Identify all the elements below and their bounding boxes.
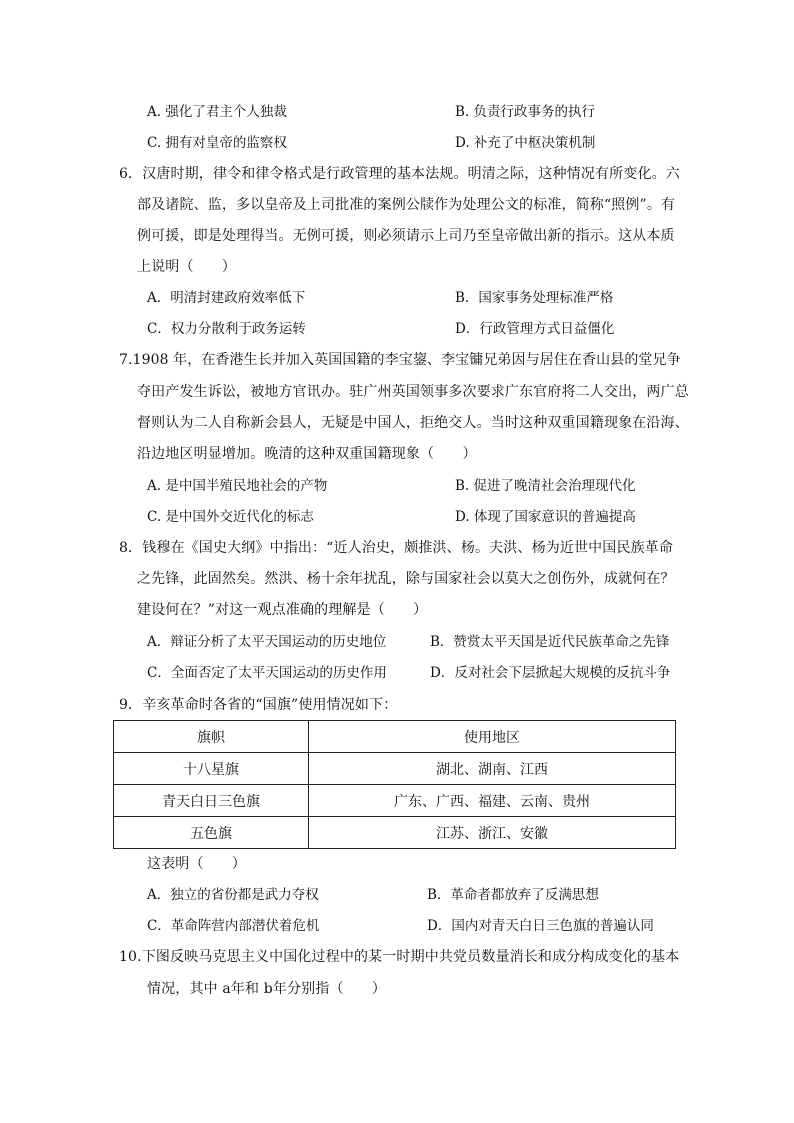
q8-option-a[interactable]: A．辩证分析了太平天国运动的历史地位 [147, 634, 387, 650]
table-cell-region: 江苏、浙江、安徽 [309, 817, 676, 849]
q9-option-c[interactable]: C．革命阵营内部潜伏着危机 [147, 918, 320, 934]
table-row [114, 817, 676, 849]
q5-option-d[interactable]: D. 补充了中枢决策机制 [455, 135, 596, 151]
q5-option-b[interactable]: B. 负责行政事务的执行 [455, 104, 596, 120]
q10-stem-line: 10.下图反映马克思主义中国化过程中的某一时期中共党员数量消长和成分构成变化的基本 [119, 949, 680, 965]
q7-stem-line: 7.1908 年，在香港生长并加入英国国籍的李宝鋆、李宝镛兄弟因与居住在香山县的堂兄争 [119, 352, 681, 368]
q7-stem-line: 督则认为二人自称新会县人，无疑是中国人，拒绝交人。当时这种双重国籍现象在沿海、 [137, 415, 689, 431]
q6-option-c[interactable]: C．权力分散利于政务运转 [147, 321, 306, 337]
q5-option-c[interactable]: C. 拥有对皇帝的监察权 [147, 135, 287, 151]
flag-usage-table [113, 720, 676, 849]
q9-option-a[interactable]: A．独立的省份都是武力夺权 [147, 887, 319, 903]
table-cell-flag: 十八星旗 [114, 753, 309, 785]
table-row [114, 753, 676, 785]
q6-stem-line: 6．汉唐时期，律令和律令格式是行政管理的基本法规。明清之际，这种情况有所变化。六 [119, 166, 680, 182]
q8-option-c[interactable]: C．全面否定了太平天国运动的历史作用 [147, 665, 387, 681]
table-header-region: 使用地区 [309, 721, 676, 753]
table-header-flag: 旗帜 [114, 721, 309, 753]
q9-stem: 9．辛亥革命时各省的“国旗”使用情况如下： [119, 697, 398, 713]
q6-stem-line: 部及诸院、监，多以皇帝及上司批准的案例公牍作为处理公文的标准，简称“照例”。有 [137, 197, 676, 213]
q6-option-b[interactable]: B．国家事务处理标准严格 [455, 290, 614, 306]
q7-option-a[interactable]: A. 是中国半殖民地社会的产物 [147, 478, 328, 494]
q10-stem-line: 情况，其中 a年和 b年分别指（ ） [147, 981, 387, 997]
q7-option-b[interactable]: B. 促进了晚清社会治理现代化 [455, 478, 636, 494]
table-header-row [114, 721, 676, 753]
q8-stem-line: 8．钱穆在《国史大纲》中指出：“近人治史，颇推洪、杨。夫洪、杨为近世中国民族革命 [119, 540, 674, 556]
table-cell-region: 广东、广西、福建、云南、贵州 [309, 785, 676, 817]
q7-stem-line: 沿边地区明显增加。晚清的这种双重国籍现象（ ） [137, 446, 477, 462]
q7-option-d[interactable]: D. 体现了国家意识的普遍提高 [455, 509, 636, 525]
q6-stem-line: 例可援，即是处理得当。无例可援，则必须请示上司乃至皇帝做出新的指示。这从本质 [137, 228, 675, 244]
q8-option-d[interactable]: D．反对社会下层掀起大规模的反抗斗争 [430, 665, 671, 681]
table-row [114, 785, 676, 817]
q5-option-a[interactable]: A. 强化了君主个人独裁 [147, 104, 287, 120]
q9-followup: 这表明（ ） [147, 856, 247, 872]
table-cell-flag: 青天白日三色旗 [114, 785, 309, 817]
q9-option-b[interactable]: B．革命者都放弃了反满思想 [427, 887, 599, 903]
q9-option-d[interactable]: D．国内对青天白日三色旗的普遍认同 [427, 918, 654, 934]
q8-stem-line: 建设何在？”对这一观点准确的理解是（ ） [137, 602, 428, 618]
q7-option-c[interactable]: C. 是中国外交近代化的标志 [147, 509, 314, 525]
q8-option-b[interactable]: B．赞赏太平天国是近代民族革命之先锋 [430, 634, 670, 650]
q6-option-d[interactable]: D．行政管理方式日益僵化 [455, 321, 615, 337]
q6-option-a[interactable]: A．明清封建政府效率低下 [147, 290, 306, 306]
table-cell-region: 湖北、湖南、江西 [309, 753, 676, 785]
q7-stem-line: 夺田产发生诉讼，被地方官讯办。驻广州英国领事多次要求广东官府将二人交出，两广总 [137, 384, 689, 400]
q6-stem-line: 上说明（ ） [137, 259, 237, 275]
q8-stem-line: 之先锋，此固然矣。然洪、杨十余年扰乱，除与国家社会以莫大之创伤外，成就何在？ [137, 571, 675, 587]
table-cell-flag: 五色旗 [114, 817, 309, 849]
